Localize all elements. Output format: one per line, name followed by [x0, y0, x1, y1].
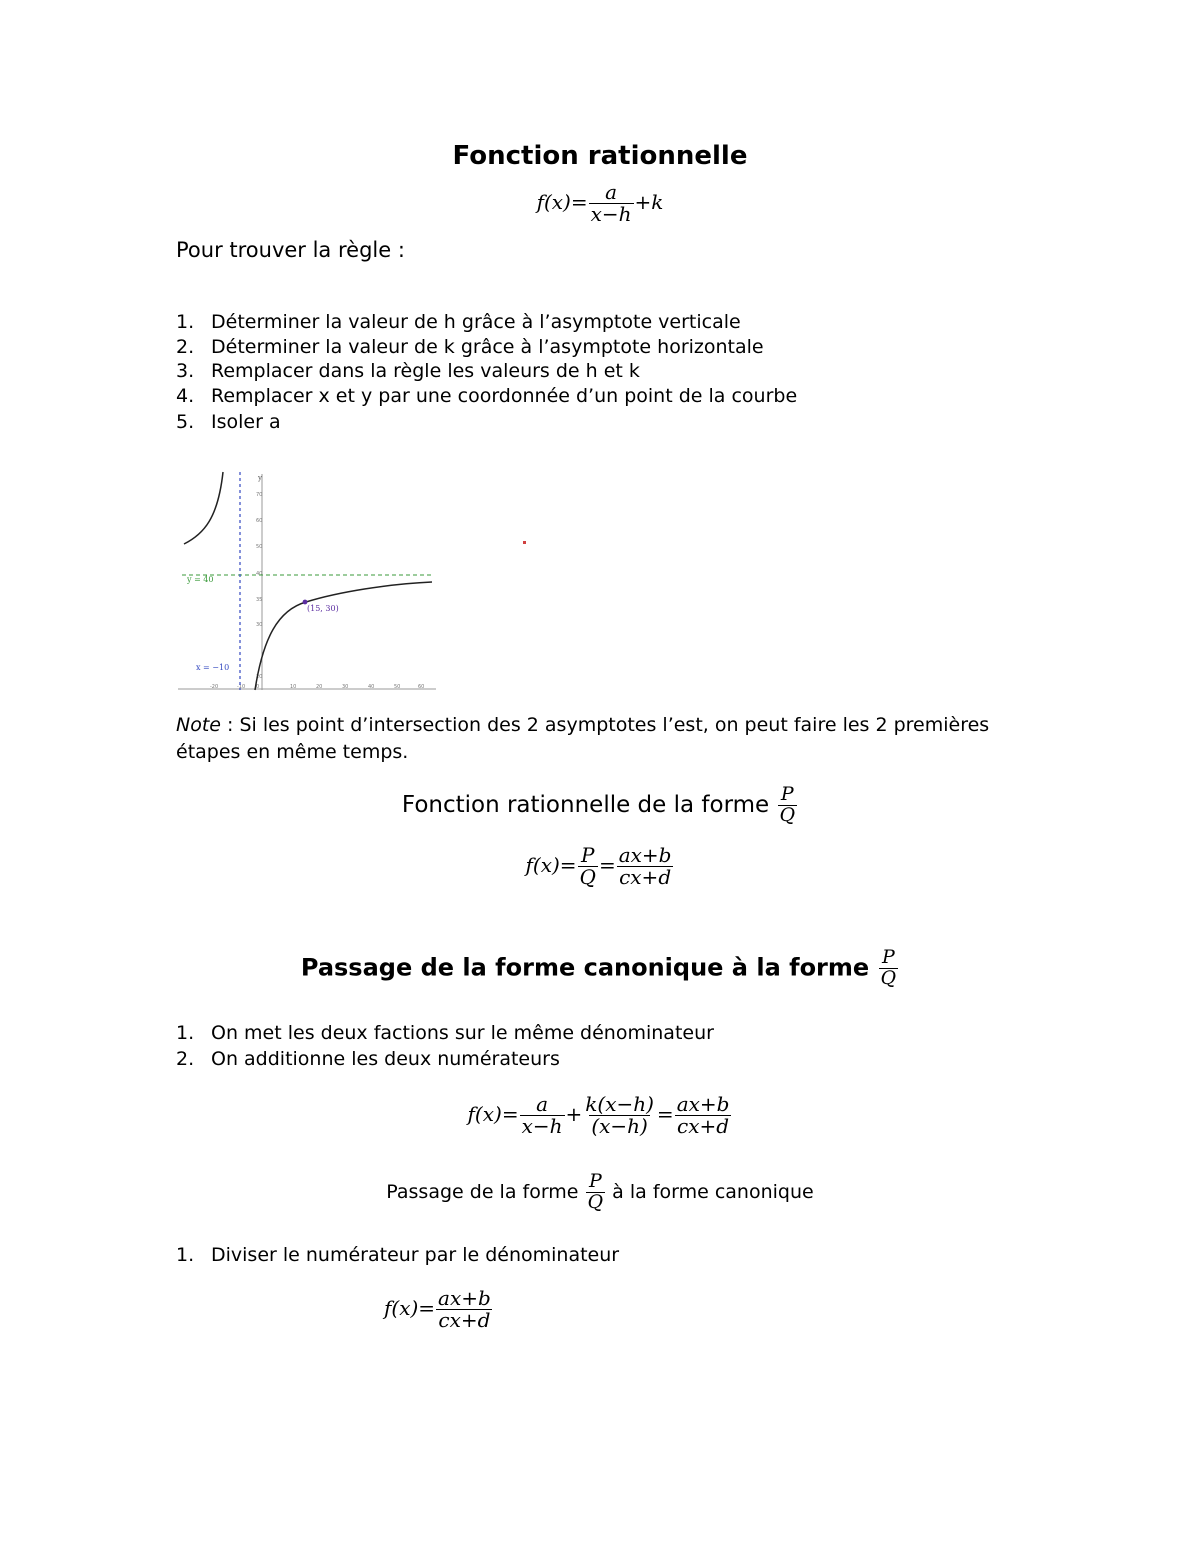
section3-heading-text: Passage de la forme canonique à la forme [300, 953, 870, 982]
point-label: (15, 30) [307, 604, 339, 613]
pq-fraction [879, 948, 899, 989]
fraction [583, 1094, 656, 1137]
formula-pq [0, 845, 1200, 888]
list-item: 1. Diviser le numérateur par le dénominateur [176, 1244, 620, 1266]
list-item: 2. On additionne les deux numérateurs [176, 1048, 560, 1070]
horizontal-asymptote-label: y = 40 [187, 575, 214, 584]
note-paragraph [176, 712, 1016, 766]
formula-tail: +k [634, 190, 664, 214]
denominator: x−h [590, 202, 632, 226]
list-item: 1. Déterminer la valeur de h grâce à l’asymptote verticale [176, 311, 741, 333]
section2-heading-text: Fonction rationnelle de la forme [401, 791, 770, 818]
y-tick-label: 20 [256, 674, 263, 680]
step-text: Déterminer la valeur de k grâce à l’asymptote horizontale [211, 336, 764, 358]
numerator: P [588, 1170, 602, 1192]
x-tick-label: 10 [290, 684, 297, 690]
fraction [578, 845, 598, 888]
y-tick-label: 40 [256, 571, 263, 577]
curve-left-branch [184, 472, 223, 544]
note-text: : Si les point d’intersection des 2 asymptotes l’est, on peut faire les 2 premières étapes en même temps. [176, 714, 990, 763]
rule-heading: Pour trouver la règle : [176, 238, 405, 262]
step-text: On met les deux factions sur le même dénominateur [211, 1022, 714, 1044]
section4-heading [0, 1172, 1200, 1213]
step-text: Remplacer dans la règle les valeurs de h et k [211, 360, 640, 382]
plus-sign: + [565, 1102, 583, 1126]
denominator: Q [579, 865, 596, 889]
numerator: a [605, 180, 618, 204]
fraction [675, 1094, 732, 1137]
x-tick-label: -20 [210, 684, 219, 690]
section3-heading [0, 948, 1200, 989]
section4-pre-text: Passage de la forme [386, 1180, 579, 1203]
rational-function-graph [178, 468, 438, 696]
step-text: On additionne les deux numérateurs [211, 1048, 560, 1070]
numerator: k(x−h) [585, 1092, 654, 1116]
page-title: Fonction rationnelle [452, 141, 748, 171]
section2-heading [0, 785, 1200, 826]
denominator: Q [587, 1190, 604, 1213]
y-tick-label: 70 [256, 492, 263, 498]
y-tick-label: 50 [256, 544, 263, 550]
formula-lhs: f(x)= [467, 1102, 519, 1126]
denominator: Q [880, 966, 897, 989]
denominator: (x−h) [591, 1114, 648, 1138]
pq-fraction [778, 785, 798, 826]
formula-lhs: f(x)= [525, 853, 577, 877]
formula-lhs: f(x)= [384, 1296, 436, 1320]
y-tick-label: 60 [256, 518, 263, 524]
denominator: x−h [521, 1114, 563, 1138]
pq-fraction [586, 1172, 606, 1213]
fraction [520, 1094, 565, 1137]
stray-red-dot [523, 541, 526, 544]
list-item: 2. Déterminer la valeur de k grâce à l’asymptote horizontale [176, 336, 764, 358]
fraction [589, 182, 634, 225]
fraction [436, 1288, 493, 1331]
y-tick-label: 30 [256, 622, 263, 628]
x-tick-label: 40 [368, 684, 375, 690]
denominator: cx+d [619, 865, 672, 889]
y-axis-label: y [258, 474, 262, 482]
numerator: ax+b [438, 1286, 491, 1310]
denominator: Q [779, 803, 796, 826]
numerator: P [780, 783, 794, 805]
list-item: 3. Remplacer dans la règle les valeurs de h et k [176, 360, 640, 382]
curve-right-branch [255, 582, 432, 690]
step-text: Remplacer x et y par une coordonnée d’un point de la courbe [211, 385, 798, 407]
step-text: Isoler a [211, 411, 281, 433]
list-item: 5. Isoler a [176, 411, 281, 433]
x-tick-label: 30 [342, 684, 349, 690]
denominator: cx+d [677, 1114, 730, 1138]
equals-sign: = [656, 1102, 674, 1126]
denominator: cx+d [438, 1308, 491, 1332]
formula-transformation [0, 1094, 1200, 1137]
step-text: Déterminer la valeur de h grâce à l’asymptote verticale [211, 311, 741, 333]
formula-canonical [0, 182, 1200, 225]
x-tick-label: 0 [256, 684, 260, 690]
numerator: a [536, 1092, 548, 1116]
formula-pq-final [384, 1288, 494, 1331]
section4-post-text: à la forme canonique [612, 1180, 814, 1203]
numerator: ax+b [618, 843, 672, 867]
x-tick-label: 50 [394, 684, 401, 690]
numerator: P [581, 843, 595, 867]
note-label: Note [176, 714, 221, 736]
numerator: P [881, 946, 895, 968]
list-item: 4. Remplacer x et y par une coordonnée d’un point de la courbe [176, 385, 798, 407]
x-tick-label: -10 [237, 684, 246, 690]
vertical-asymptote-label: x = −10 [196, 663, 230, 672]
x-tick-label: 20 [316, 684, 323, 690]
fraction [617, 845, 674, 888]
y-tick-label: 35 [256, 597, 263, 603]
list-item: 1. On met les deux factions sur le même dénominateur [176, 1022, 714, 1044]
numerator: ax+b [676, 1092, 730, 1116]
formula-lhs: f(x)= [536, 190, 588, 214]
x-tick-label: 60 [418, 684, 425, 690]
step-text: Diviser le numérateur par le dénominateur [211, 1244, 620, 1266]
equals-sign: = [598, 853, 616, 877]
